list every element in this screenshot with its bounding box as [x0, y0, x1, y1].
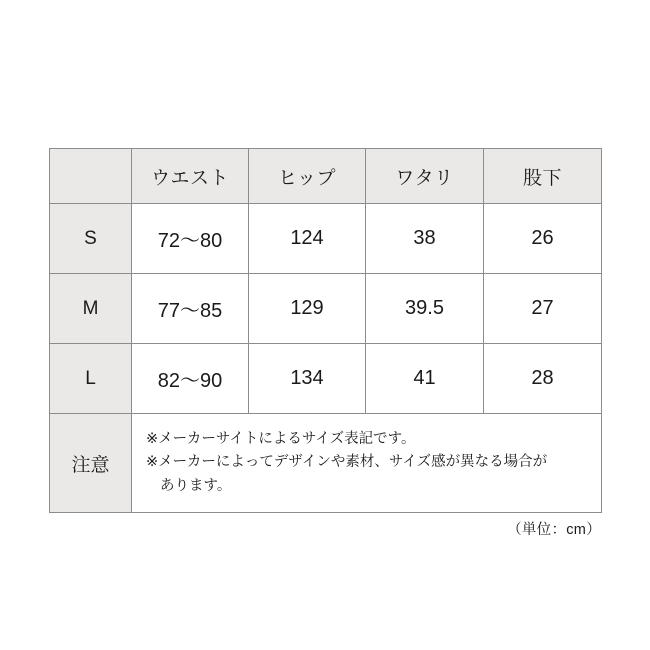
cell-l-waist: 82〜90: [132, 344, 249, 414]
cell-s-hip: 124: [249, 204, 366, 274]
cell-l-watari: 41: [366, 344, 484, 414]
unit-note: （単位：cm）: [507, 522, 601, 538]
note-label: 注意: [50, 414, 132, 513]
row-label-s: S: [50, 204, 132, 274]
header-cell-inseam: 股下: [484, 149, 602, 204]
table-header-row: [50, 149, 602, 204]
header-corner-cell: [50, 149, 132, 204]
cell-m-watari: 39.5: [366, 274, 484, 344]
cell-s-waist: 72〜80: [132, 204, 249, 274]
cell-l-hip: 134: [249, 344, 366, 414]
header-cell-watari: ワタリ: [366, 149, 484, 204]
table-row: [50, 344, 602, 414]
table-note-row: [50, 414, 602, 513]
cell-l-inseam: 28: [484, 344, 602, 414]
size-table: [49, 148, 602, 513]
row-label-m: M: [50, 274, 132, 344]
cell-m-inseam: 27: [484, 274, 602, 344]
header-cell-waist: ウエスト: [132, 149, 249, 204]
note-line-3: あります。: [160, 477, 232, 494]
size-chart: [49, 148, 601, 513]
note-line-1: ※メーカーサイトによるサイズ表記です。: [146, 431, 416, 447]
table-row: [50, 274, 602, 344]
cell-m-waist: 77〜85: [132, 274, 249, 344]
table-row: [50, 204, 602, 274]
row-label-l: L: [50, 344, 132, 414]
header-cell-hip: ヒップ: [249, 149, 366, 204]
note-line-2: ※メーカーによってデザインや素材、サイズ感が異なる場合が: [146, 454, 548, 471]
note-body: [132, 414, 602, 513]
cell-m-hip: 129: [249, 274, 366, 344]
cell-s-watari: 38: [366, 204, 484, 274]
cell-s-inseam: 26: [484, 204, 602, 274]
